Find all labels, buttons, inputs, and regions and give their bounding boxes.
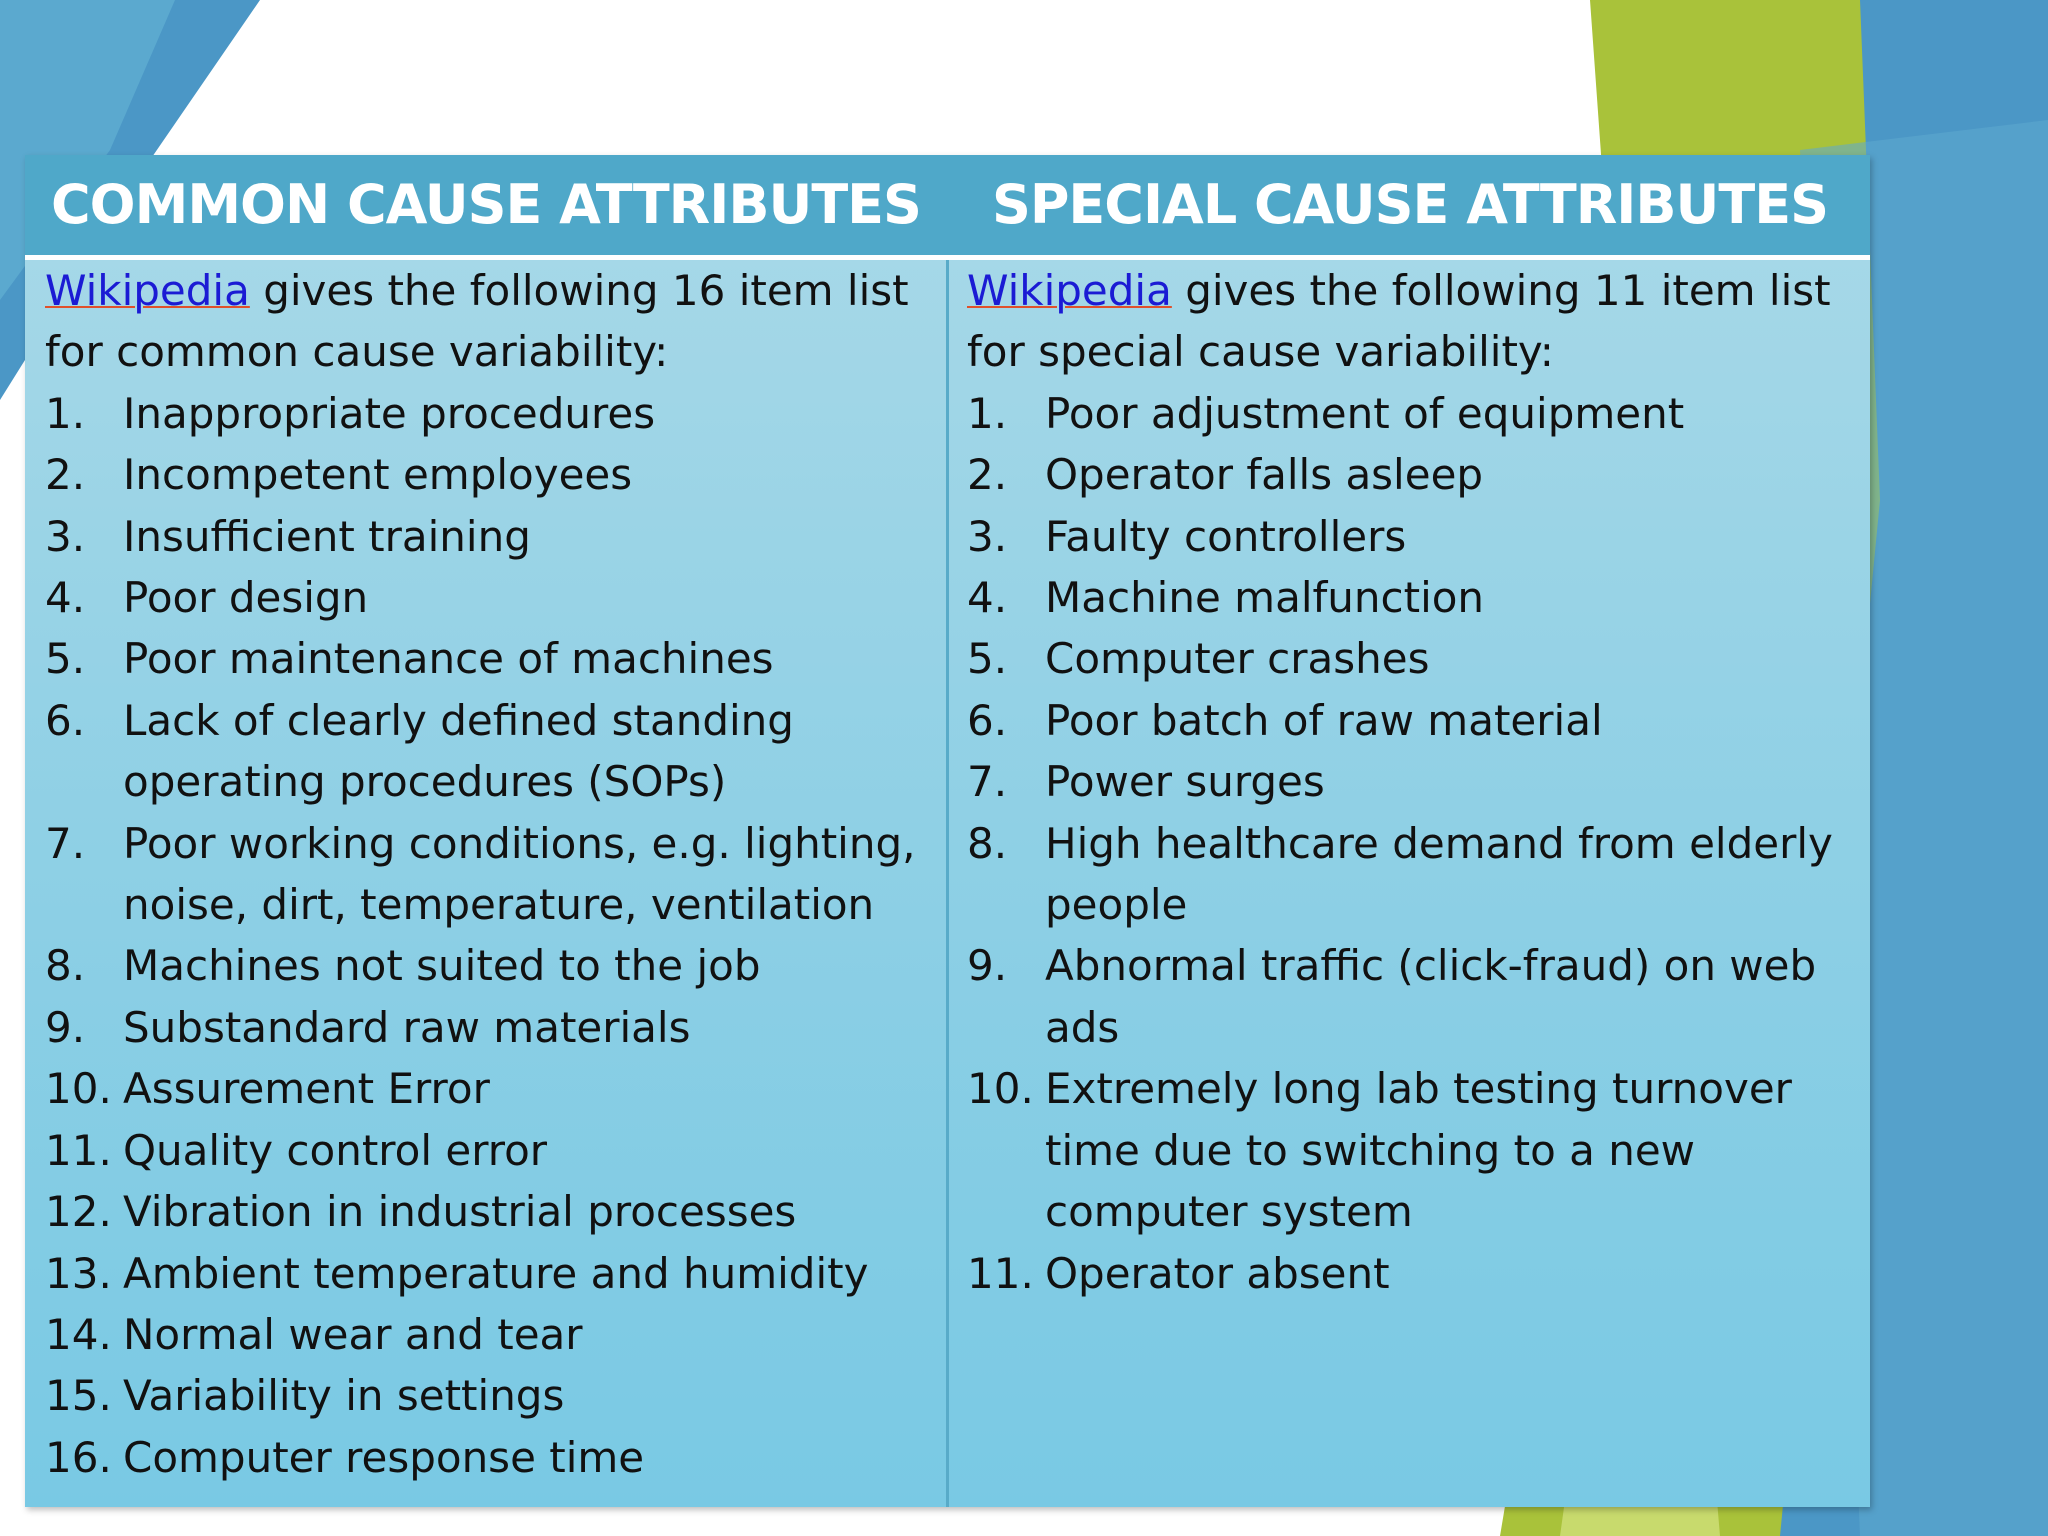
wikipedia-link[interactable]: Wikipedia [967,266,1172,315]
list-item-number: 1. [967,388,1008,438]
list-item [45,1181,940,1242]
wikipedia-link[interactable]: Wikipedia [45,266,250,315]
common-cause-intro-line-1 [45,260,940,321]
list-item [45,567,940,628]
list-item-text: Substandard raw materials [123,1002,691,1052]
list-item-text: Ambient temperature and humidity [123,1248,869,1298]
list-item [967,444,1857,505]
list-item-number: 1. [45,388,86,438]
list-item [45,813,940,936]
list-item [967,383,1857,444]
list-item [967,628,1857,689]
list-item-number: 8. [967,818,1008,868]
list-item [45,1427,940,1488]
list-item-number: 13. [45,1248,112,1298]
list-item-text: Assurement Error [123,1064,490,1114]
list-item-text: people [1045,880,1188,930]
list-item [967,813,1857,936]
comparison-table [25,155,1870,1507]
list-item-number: 7. [45,818,86,868]
list-item-text: Faulty controllers [1045,511,1407,561]
special-cause-intro-line-1 [967,260,1857,321]
column-divider [946,260,949,1507]
list-item-text: ads [1045,1002,1120,1052]
list-item-text: Incompetent employees [123,450,633,500]
list-item-number: 2. [967,450,1008,500]
list-item-number: 16. [45,1432,112,1482]
list-item-text: Poor design [123,573,369,623]
intro-text: gives the following 16 item list [249,266,909,315]
list-item-text: Vibration in industrial processes [123,1187,797,1237]
list-item-text: Lack of clearly defined standing [123,695,794,745]
list-item-text: Poor maintenance of machines [123,634,774,684]
list-item [967,690,1857,751]
list-item-number: 4. [967,573,1008,623]
common-cause-intro-line-2: for common cause variability: [45,327,669,377]
list-item-text: noise, dirt, temperature, ventilation [123,880,875,930]
list-item-number: 3. [967,511,1008,561]
common-cause-list [45,383,940,1488]
list-item-text: time due to switching to a new [1045,1125,1696,1175]
list-item-text: operating procedures (SOPs) [123,757,727,807]
list-item-number: 6. [967,695,1008,745]
list-item-text: Power surges [1045,757,1325,807]
list-item [967,751,1857,812]
list-item-text: Insufficient training [123,511,531,561]
header-special-cause: SPECIAL CAUSE ATTRIBUTES [991,173,1829,236]
intro-text: gives the following 11 item list [1171,266,1831,315]
list-item-text: Machine malfunction [1045,573,1485,623]
list-item [45,1304,940,1365]
list-item-text: High healthcare demand from elderly [1045,818,1833,868]
list-item [45,444,940,505]
list-item-text: Poor adjustment of equipment [1045,388,1685,438]
list-item [967,935,1857,1058]
table-header-row [25,155,1870,260]
list-item-text: Extremely long lab testing turnover [1045,1064,1792,1114]
list-item-number: 11. [45,1125,112,1175]
header-common-cause: COMMON CAUSE ATTRIBUTES [51,173,921,236]
list-item-text: Normal wear and tear [123,1309,583,1359]
common-cause-column [45,260,940,1500]
list-item-text: Computer crashes [1045,634,1430,684]
list-item [967,1243,1857,1304]
list-item-number: 10. [45,1064,112,1114]
list-item [967,1058,1857,1242]
list-item-number: 11. [967,1248,1034,1298]
list-item [967,506,1857,567]
special-cause-intro-line-2: for special cause variability: [967,327,1554,377]
list-item-text: Poor working conditions, e.g. lighting, [123,818,916,868]
list-item [45,383,940,444]
list-item-number: 4. [45,573,86,623]
list-item-number: 3. [45,511,86,561]
list-item-number: 15. [45,1371,112,1421]
list-item-text: Abnormal traffic (click-fraud) on web [1045,941,1817,991]
special-cause-column [967,260,1857,1500]
list-item [45,690,940,813]
list-item [45,628,940,689]
list-item [967,567,1857,628]
list-item-text: computer system [1045,1187,1413,1237]
list-item-number: 5. [967,634,1008,684]
list-item-text: Machines not suited to the job [123,941,761,991]
list-item-text: Quality control error [123,1125,548,1175]
list-item-text: Operator absent [1045,1248,1390,1298]
list-item [45,1365,940,1426]
list-item-text: Variability in settings [123,1371,565,1421]
list-item [45,1058,940,1119]
list-item-number: 9. [45,1002,86,1052]
special-cause-list [967,383,1857,1304]
list-item-text: Inappropriate procedures [123,388,656,438]
list-item [45,1120,940,1181]
list-item [45,1243,940,1304]
list-item-text: Computer response time [123,1432,645,1482]
list-item-number: 14. [45,1309,112,1359]
list-item-number: 9. [967,941,1008,991]
list-item-text: Poor batch of raw material [1045,695,1603,745]
list-item [45,935,940,996]
list-item [45,506,940,567]
list-item-number: 7. [967,757,1008,807]
list-item-number: 12. [45,1187,112,1237]
list-item-number: 8. [45,941,86,991]
list-item-number: 6. [45,695,86,745]
list-item-text: Operator falls asleep [1045,450,1484,500]
list-item-number: 2. [45,450,86,500]
list-item-number: 10. [967,1064,1034,1114]
list-item-number: 5. [45,634,86,684]
list-item [45,997,940,1058]
